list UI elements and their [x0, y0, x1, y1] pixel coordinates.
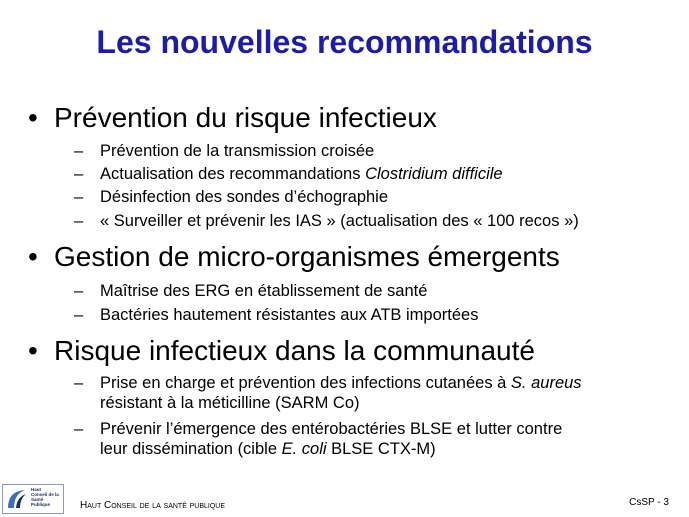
section-heading-text: Risque infectieux dans la communauté — [54, 335, 535, 366]
hcsp-logo-icon — [5, 487, 29, 511]
list-item-text-line2: résistant à la méticilline (SARM Co) — [100, 394, 360, 412]
list-item-text-italic: E. coli — [281, 440, 327, 458]
logo-text-line: Conseil de la — [31, 492, 59, 497]
hcsp-logo-text — [31, 487, 59, 507]
hcsp-logo — [2, 484, 64, 514]
dash-icon: – — [74, 188, 84, 206]
footer-organization: Haut Conseil de la santé publique — [80, 500, 226, 511]
section-heading-text: Prévention du risque infectieux — [54, 102, 437, 133]
section-heading-prevention — [28, 101, 437, 135]
list-item-text — [100, 373, 582, 393]
list-item-text: Prévenir l’émergence des entérobactéries BLSE et lutter contre — [100, 420, 563, 438]
list-item-text-plain: Prise en charge et prévention des infections cutanées à — [100, 374, 511, 392]
list-item-text: Prévention de la transmission croisée — [100, 142, 375, 160]
dash-icon: – — [74, 212, 84, 230]
dash-icon: – — [74, 306, 84, 324]
slide-number: CsSP - 3 — [629, 497, 669, 508]
dash-icon: – — [74, 374, 84, 392]
logo-text-line: Santé — [31, 497, 44, 502]
logo-text-line: Publique — [31, 502, 50, 507]
list-item-text: Maîtrise des ERG en établissement de santé — [100, 282, 428, 300]
dash-icon: – — [74, 165, 84, 183]
list-item-text-plain: leur dissémination (cible — [100, 440, 282, 458]
section-heading-communaute — [28, 334, 535, 368]
list-item-text-line2 — [100, 439, 436, 459]
bullet-icon: • — [28, 102, 38, 133]
list-item-text: Désinfection des sondes d’échographie — [100, 188, 389, 206]
list-item-text-italic: Clostridium difficile — [365, 165, 503, 183]
list-item-text: « Surveiller et prévenir les IAS » (actualisation des « 100 recos ») — [100, 212, 579, 230]
dash-icon: – — [74, 282, 84, 300]
slide-title: Les nouvelles recommandations — [96, 24, 593, 60]
logo-text-line: Haut — [31, 487, 41, 492]
bullet-icon: • — [28, 335, 38, 366]
list-item-text-plain: Actualisation des recommandations — [100, 165, 366, 183]
bullet-icon: • — [28, 241, 38, 272]
list-item-text-plain: BLSE CTX-M) — [326, 440, 436, 458]
dash-icon: – — [74, 420, 84, 438]
section-heading-text: Gestion de micro-organismes émergents — [54, 241, 560, 272]
list-item-text — [100, 164, 503, 184]
list-item-text: Bactéries hautement résistantes aux ATB importées — [100, 306, 479, 324]
section-heading-micro-organismes — [28, 240, 560, 274]
dash-icon: – — [74, 142, 84, 160]
list-item-text-italic: S. aureus — [510, 374, 582, 392]
